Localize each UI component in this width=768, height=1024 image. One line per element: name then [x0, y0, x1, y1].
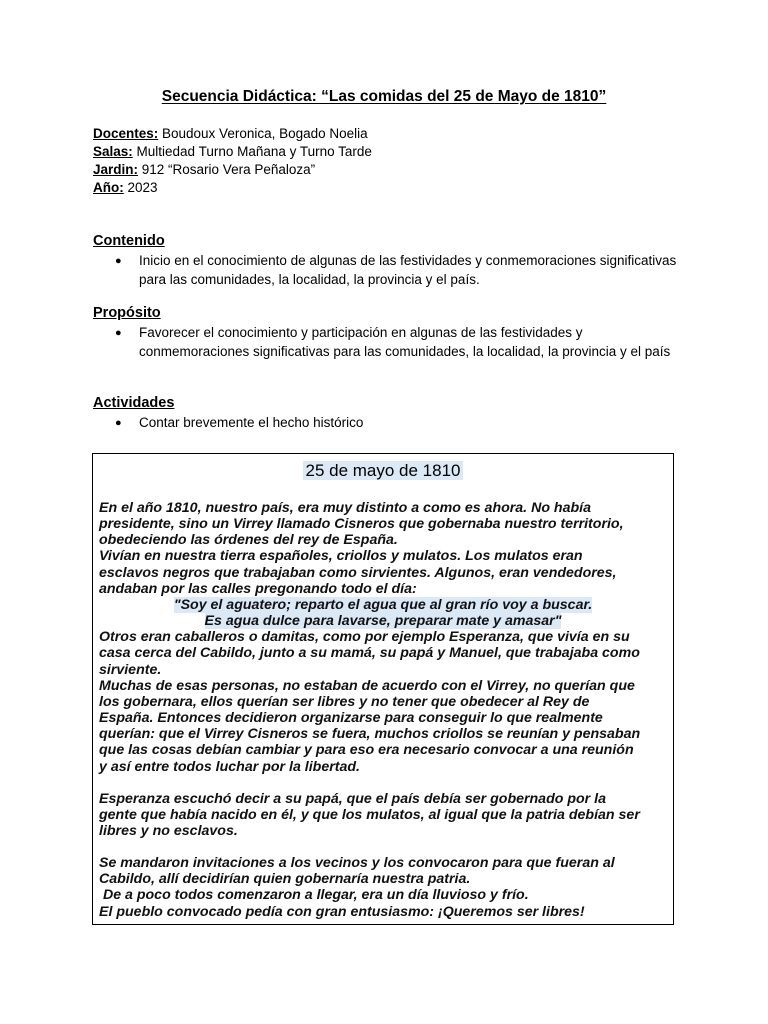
story-line: casa cerca del Cabildo, junto a su mamá, su papá y Manuel, que trabajaba como	[99, 645, 640, 662]
meta-ano-label: Año:	[93, 180, 124, 195]
list-item-text: Contar brevemente el hecho histórico	[139, 415, 364, 430]
story-line: sirviente.	[99, 661, 162, 678]
story-line: presidente, sino un Virrey llamado Cisneros que gobernaba nuestro territorio,	[99, 516, 624, 533]
story-line: Se mandaron invitaciones a los vecinos y los convocaron para que fueran al	[99, 855, 615, 872]
story-line: y así entre todos luchar por la libertad.	[99, 758, 360, 775]
story-text	[99, 500, 667, 920]
story-line: que las cosas debían cambiar y para eso era necesario convocar a una reunión	[99, 742, 634, 759]
document-title: Secuencia Didáctica: “Las comidas del 25 de Mayo de 1810”	[161, 88, 607, 105]
actividades-list	[93, 414, 693, 433]
aguatero-quote-text-2: Es agua dulce para lavarse, preparar mate y amasar"	[204, 613, 562, 630]
paragraph-gap	[99, 839, 667, 855]
bullet-icon: ●	[115, 255, 122, 267]
section-heading-contenido: Contenido	[93, 233, 165, 249]
story-line: De a poco todos comenzaron a llegar, era un día lluvioso y frío.	[99, 887, 529, 904]
aguatero-quote-line-1	[99, 597, 667, 613]
story-line: querían: que el Virrey Cisneros se fuera, muchos criollos se reunían y pensaban	[99, 726, 641, 743]
meta-docentes-value: Boudoux Veronica, Bogado Noelia	[158, 126, 368, 141]
story-line: Vivían en nuestra tierra españoles, criollos y mulatos. Los mulatos eran	[99, 548, 583, 565]
aguatero-quote-text-1: "Soy el aguatero; reparto el agua que al gran río voy a buscar.	[173, 596, 593, 613]
list-item-text: Inicio en el conocimiento de algunas de las festividades y conmemoraciones significativas para las comunidades, la localidad, la provincia y el país.	[139, 253, 677, 287]
story-line: En el año 1810, nuestro país, era muy distinto a como es ahora. No había	[99, 500, 591, 516]
document-meta	[93, 125, 372, 197]
story-line: andaban por las calles pregonando todo el día:	[99, 580, 417, 597]
story-title	[99, 460, 667, 482]
story-line: Muchas de esas personas, no estaban de acuerdo con el Virrey, no querían que	[99, 677, 635, 694]
meta-jardin	[93, 161, 372, 179]
meta-salas	[93, 143, 372, 161]
story-line: gente que había nacido en él, y que los mulatos, al igual que la patria debían ser	[99, 806, 640, 823]
section-proposito	[93, 304, 693, 361]
section-contenido	[93, 232, 693, 289]
contenido-list	[93, 252, 693, 289]
meta-jardin-value: 912 “Rosario Vera Peñaloza”	[138, 162, 316, 177]
story-line: España. Entonces decidieron organizarse para conseguir lo que realmente	[99, 710, 603, 727]
story-box	[92, 453, 674, 925]
story-line: libres y no esclavos.	[99, 822, 238, 839]
story-line: Cabildo, allí decidirían quien gobernaría nuestra patria.	[99, 871, 471, 888]
bullet-icon: ●	[115, 327, 122, 339]
list-item	[93, 252, 693, 289]
list-item-text: Favorecer el conocimiento y participación en algunas de las festividades y conmemoraciones significativas para las comunidades, la localidad, la provincia y el país	[139, 325, 671, 359]
meta-ano	[93, 179, 372, 197]
aguatero-quote-line-2	[99, 613, 667, 629]
story-line: los gobernara, ellos querían ser libres y no tener que obedecer al Rey de	[99, 693, 590, 710]
meta-docentes-label: Docentes:	[93, 126, 159, 141]
meta-docentes	[93, 125, 372, 143]
meta-salas-label: Salas:	[93, 144, 133, 159]
proposito-list	[93, 324, 693, 361]
meta-jardin-label: Jardin:	[93, 162, 139, 177]
story-line: Otros eran caballeros o damitas, como por ejemplo Esperanza, que vivía en su	[99, 629, 630, 646]
section-heading-proposito: Propósito	[93, 305, 161, 321]
story-title-text: 25 de mayo de 1810	[305, 461, 461, 480]
story-line: esclavos negros que trabajaban como sirvientes. Algunos, eran vendedores,	[99, 564, 617, 581]
story-line: obedeciendo las órdenes del rey de España.	[99, 532, 398, 549]
paragraph-gap	[99, 775, 667, 791]
section-heading-actividades: Actividades	[93, 395, 175, 411]
meta-salas-value: Multiedad Turno Mañana y Turno Tarde	[132, 144, 372, 159]
story-line: Esperanza escuchó decir a su papá, que el país debía ser gobernado por la	[99, 790, 606, 807]
meta-ano-value: 2023	[123, 180, 158, 195]
list-item	[93, 414, 693, 433]
story-line: El pueblo convocado pedía con gran entusiasmo: ¡Queremos ser libres!	[99, 903, 585, 920]
list-item	[93, 324, 693, 361]
bullet-icon: ●	[115, 417, 122, 429]
section-actividades	[93, 394, 693, 433]
